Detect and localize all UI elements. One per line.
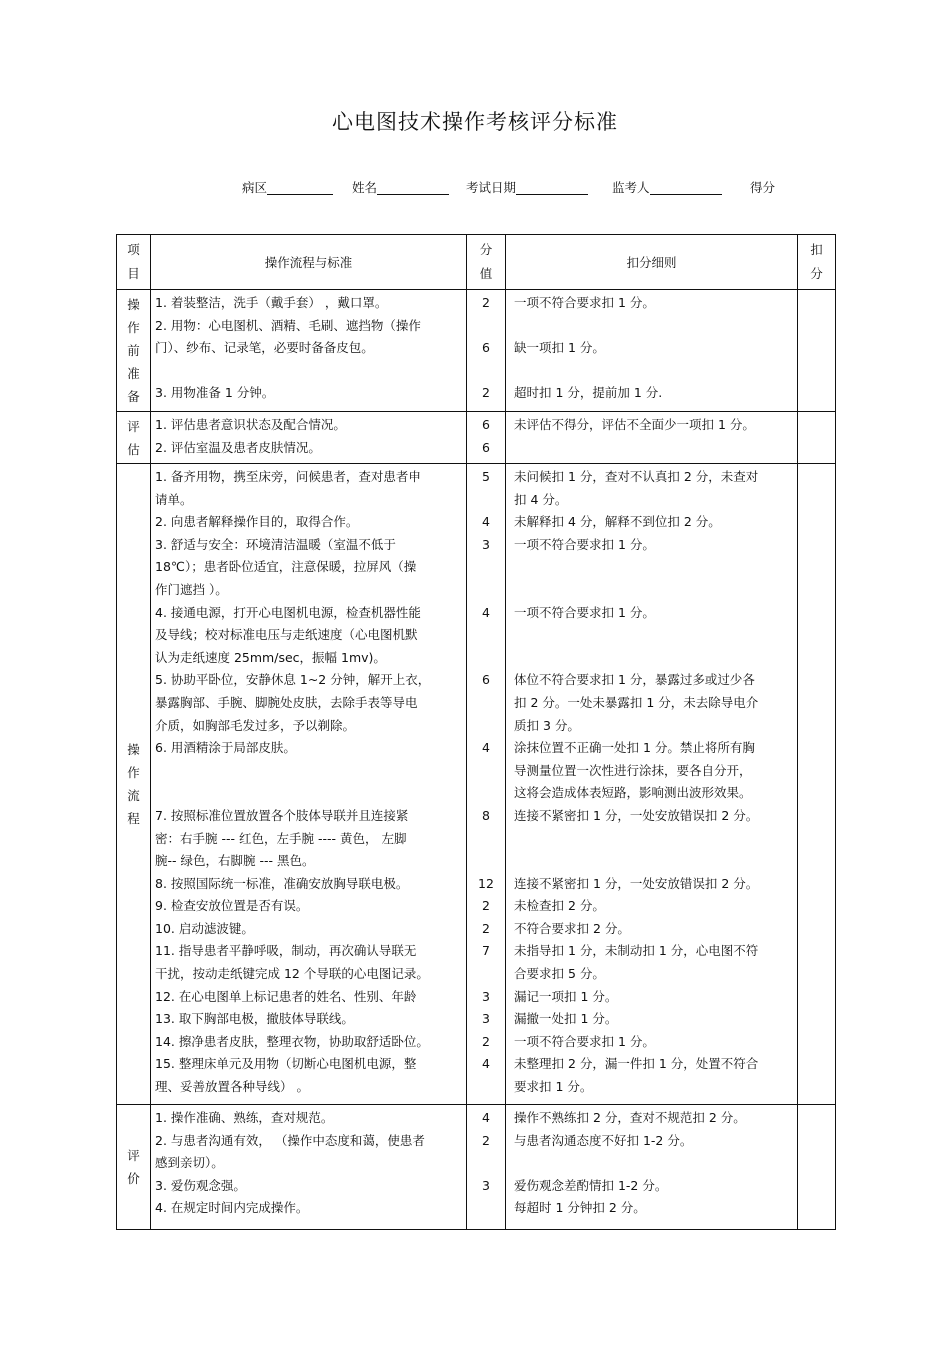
list-item — [506, 647, 797, 670]
list-item: 3. 爱伤观念强。 — [155, 1177, 246, 1193]
list-item: 4 — [482, 1056, 490, 1072]
list-item — [506, 579, 797, 602]
info-field-blank[interactable] — [267, 180, 333, 195]
list-item: 2. 评估室温及患者皮肤情况。 — [155, 439, 321, 455]
list-item — [467, 315, 505, 338]
list-item — [467, 556, 505, 579]
info-field-label: 姓名 — [352, 180, 378, 195]
list-item: 8 — [482, 807, 490, 823]
list-item: 2. 用物：心电图机、酒精、毛刷、遮挡物（操作 — [155, 317, 421, 333]
list-item — [467, 692, 505, 715]
list-item: 5 — [482, 469, 490, 484]
section-row — [117, 1105, 836, 1230]
list-item: 10. 启动滤波键。 — [155, 920, 254, 936]
list-item: 6. 用酒精涂于局部皮肤。 — [155, 740, 296, 756]
procedure-cell — [151, 412, 467, 464]
list-item: 2 — [482, 385, 490, 401]
deduct-points-cell[interactable] — [798, 1105, 836, 1230]
list-item: 涂抹位置不正确一处扣 1 分。禁止将所有胸 — [514, 740, 755, 756]
list-item — [467, 715, 505, 738]
list-item — [467, 850, 505, 873]
list-item: 3. 舒适与安全：环境清洁温暖（室温不低于 — [155, 536, 396, 552]
section-row — [117, 464, 836, 1105]
list-item: 未指导扣 1 分，未制动扣 1 分，心电图不符 — [514, 943, 759, 959]
section-name: 评 价 — [117, 1105, 151, 1230]
list-item: 要求扣 1 分。 — [514, 1079, 593, 1095]
header-deduct: 扣 分 — [798, 235, 836, 290]
list-item: 2. 向患者解释操作目的，取得合作。 — [155, 514, 359, 530]
list-item: 12. 在心电图单上标记患者的姓名、性别、年龄 — [155, 988, 417, 1004]
list-item: 请单。 — [155, 491, 193, 507]
info-field-blank[interactable] — [377, 180, 449, 195]
list-item: 2 — [482, 295, 490, 310]
list-item: 4 — [482, 514, 490, 530]
deduct-points-cell[interactable] — [798, 464, 836, 1105]
list-item: 体位不符合要求扣 1 分，暴露过多或过少各 — [514, 672, 755, 688]
list-item: 合要求扣 5 分。 — [514, 966, 605, 982]
list-item: 感到亲切）。 — [155, 1155, 224, 1171]
list-item: 导测量位置一次性进行涂抹，要各自分开， — [514, 762, 752, 778]
list-item: 1. 着装整洁，洗手（戴手套） ，戴口罩。 — [155, 295, 388, 310]
list-item: 及导线；校对标准电压与走纸速度（心电图机默 — [155, 627, 418, 643]
list-item: 一项不符合要求扣 1 分。 — [514, 604, 655, 620]
list-item: 1. 评估患者意识状态及配合情况。 — [155, 417, 346, 432]
list-item: 2 — [482, 898, 490, 914]
list-item: 腕-- 绿色，右脚腕 --- 黑色。 — [155, 853, 315, 869]
info-field — [612, 178, 722, 196]
list-item: 未评估不得分，评估不全面少一项扣 1 分。 — [514, 417, 755, 432]
list-item: 一项不符合要求扣 1 分。 — [514, 1033, 655, 1049]
list-item: 1. 操作准确、熟练，查对规范。 — [155, 1110, 334, 1125]
list-item: 18℃）；患者卧位适宜，注意保暖，拉屏风（操 — [155, 559, 417, 575]
list-item: 缺一项扣 1 分。 — [514, 340, 605, 356]
list-item: 7. 按照标准位置放置各个肢体导联并且连接紧 — [155, 807, 409, 823]
list-item: 连接不紧密扣 1 分，一处安放错误扣 2 分。 — [514, 875, 759, 891]
table-header-row — [117, 235, 836, 290]
info-field — [466, 178, 588, 196]
list-item — [467, 760, 505, 783]
list-item — [151, 782, 466, 805]
list-item: 漏撤一处扣 1 分。 — [514, 1011, 618, 1027]
list-item: 认为走纸速度 25mm/sec，振幅 1mv)。 — [155, 649, 386, 665]
list-item: 5. 协助平卧位，安静休息 1~2 分钟，解开上衣， — [155, 672, 431, 688]
list-item — [151, 360, 466, 383]
list-item: 3. 用物准备 1 分钟。 — [155, 385, 275, 401]
list-item — [467, 489, 505, 512]
list-item — [506, 1152, 797, 1175]
score-cell — [467, 1105, 506, 1230]
procedure-cell — [151, 1105, 467, 1230]
list-item — [506, 850, 797, 873]
list-item: 2 — [482, 1132, 490, 1148]
procedure-cell — [151, 464, 467, 1105]
deduction-cell — [506, 1105, 798, 1230]
list-item: 2 — [482, 920, 490, 936]
deduction-cell — [506, 290, 798, 412]
list-item — [467, 782, 505, 805]
list-item: 3 — [482, 1011, 490, 1027]
list-item: 1. 备齐用物，携至床旁，问候患者，查对患者申 — [155, 469, 421, 484]
list-item: 漏记一项扣 1 分。 — [514, 988, 618, 1004]
info-field — [242, 178, 333, 196]
list-item: 4. 在规定时间内完成操作。 — [155, 1200, 309, 1216]
section-name: 评 估 — [117, 412, 151, 464]
info-field-blank[interactable] — [650, 180, 722, 195]
section-name: 操 作 前 准 备 — [117, 290, 151, 412]
deduct-points-cell[interactable] — [798, 412, 836, 464]
list-item: 3 — [482, 988, 490, 1004]
info-field-label: 病区 — [242, 180, 268, 195]
list-item: 2 — [482, 1033, 490, 1049]
list-item: 超时扣 1 分，提前加 1 分. — [514, 385, 663, 401]
section-row — [117, 290, 836, 412]
list-item: 11. 指导患者平静呼吸，制动，再次确认导联无 — [155, 943, 417, 959]
list-item: 6 — [482, 417, 490, 432]
list-item — [506, 556, 797, 579]
list-item: 门）、纱布、记录笔，必要时备备皮包。 — [155, 340, 374, 356]
list-item: 4 — [482, 604, 490, 620]
list-item: 每超时 1 分钟扣 2 分。 — [514, 1200, 646, 1216]
list-item — [506, 315, 797, 338]
list-item: 未整理扣 2 分，漏一件扣 1 分，处置不符合 — [514, 1056, 759, 1072]
list-item — [467, 579, 505, 602]
list-item: 4 — [482, 1110, 490, 1125]
list-item — [506, 624, 797, 647]
list-item — [467, 1197, 505, 1220]
list-item — [467, 360, 505, 383]
header-item: 项 目 — [117, 235, 151, 290]
list-item: 这将会造成体表短路，影响测出波形效果。 — [514, 785, 752, 801]
list-item: 与患者沟通态度不好扣 1-2 分。 — [514, 1132, 693, 1148]
scoring-table — [116, 234, 836, 1230]
list-item: 7 — [482, 943, 490, 959]
list-item: 理、妥善放置各种导线） 。 — [155, 1079, 309, 1095]
list-item: 未问候扣 1 分，查对不认真扣 2 分，未查对 — [514, 469, 759, 484]
list-item: 连接不紧密扣 1 分，一处安放错误扣 2 分。 — [514, 807, 759, 823]
list-item: 3 — [482, 536, 490, 552]
list-item: 15. 整理床单元及用物（切断心电图机电源，整 — [155, 1056, 417, 1072]
list-item: 介质，如胸部毛发过多，予以剃除。 — [155, 717, 356, 733]
list-item — [506, 437, 797, 460]
list-item: 一项不符合要求扣 1 分。 — [514, 295, 655, 310]
deduction-cell — [506, 464, 798, 1105]
info-field-label: 考试日期 — [466, 180, 517, 195]
list-item: 一项不符合要求扣 1 分。 — [514, 536, 655, 552]
list-item: 3 — [482, 1177, 490, 1193]
header-deduction-rules: 扣分细则 — [506, 235, 798, 290]
list-item: 未解释扣 4 分，解释不到位扣 2 分。 — [514, 514, 721, 530]
score-cell — [467, 464, 506, 1105]
section-name: 操 作 流 程 — [117, 464, 151, 1105]
info-field-blank[interactable] — [516, 180, 588, 195]
list-item: 不符合要求扣 2 分。 — [514, 920, 630, 936]
info-field-label: 得分 — [750, 180, 776, 195]
list-item: 质扣 3 分。 — [514, 717, 580, 733]
list-item: 密：右手腕 --- 红色，左手腕 ---- 黄色， 左脚 — [155, 830, 407, 846]
list-item: 扣 2 分。一处未暴露扣 1 分，未去除导电介 — [514, 694, 759, 710]
page-title: 心电图技术操作考核评分标准 — [332, 110, 618, 134]
list-item — [467, 963, 505, 986]
list-item: 14. 擦净患者皮肤，整理衣物，协助取舒适卧位。 — [155, 1033, 429, 1049]
list-item — [467, 1076, 505, 1099]
list-item: 8. 按照国际统一标准，准确安放胸导联电极。 — [155, 875, 409, 891]
list-item: 12 — [478, 875, 494, 891]
list-item: 4. 接通电源，打开心电图机电源，检查机器性能 — [155, 604, 421, 620]
header-score: 分 值 — [467, 235, 506, 290]
list-item: 6 — [482, 672, 490, 688]
info-field — [352, 178, 449, 196]
list-item: 扣 4 分。 — [514, 491, 568, 507]
list-item: 作门遮挡 ）。 — [155, 581, 228, 597]
section-row — [117, 412, 836, 464]
deduction-cell — [506, 412, 798, 464]
header-procedure: 操作流程与标准 — [151, 235, 467, 290]
info-field — [750, 178, 775, 196]
list-item: 暴露胸部、手腕、脚腕处皮肤，去除手表等导电 — [155, 694, 418, 710]
list-item — [506, 828, 797, 851]
info-field-label: 监考人 — [612, 180, 650, 195]
list-item: 6 — [482, 439, 490, 455]
list-item — [467, 828, 505, 851]
score-cell — [467, 290, 506, 412]
list-item: 干扰，按动走纸键完成 12 个导联的心电图记录。 — [155, 966, 429, 982]
procedure-cell — [151, 290, 467, 412]
list-item — [151, 760, 466, 783]
list-item: 操作不熟练扣 2 分，查对不规范扣 2 分。 — [514, 1110, 746, 1125]
list-item — [467, 1152, 505, 1175]
list-item: 2. 与患者沟通有效， （操作中态度和蔼，使患者 — [155, 1132, 425, 1148]
list-item: 9. 检查安放位置是否有误。 — [155, 898, 309, 914]
list-item: 爱伤观念差酌情扣 1-2 分。 — [514, 1177, 668, 1193]
list-item — [467, 647, 505, 670]
list-item: 未检查扣 2 分。 — [514, 898, 605, 914]
list-item: 6 — [482, 340, 490, 356]
score-cell — [467, 412, 506, 464]
list-item — [467, 624, 505, 647]
list-item: 13. 取下胸部电极，撤肢体导联线。 — [155, 1011, 354, 1027]
list-item — [506, 360, 797, 383]
list-item: 4 — [482, 740, 490, 756]
deduct-points-cell[interactable] — [798, 290, 836, 412]
